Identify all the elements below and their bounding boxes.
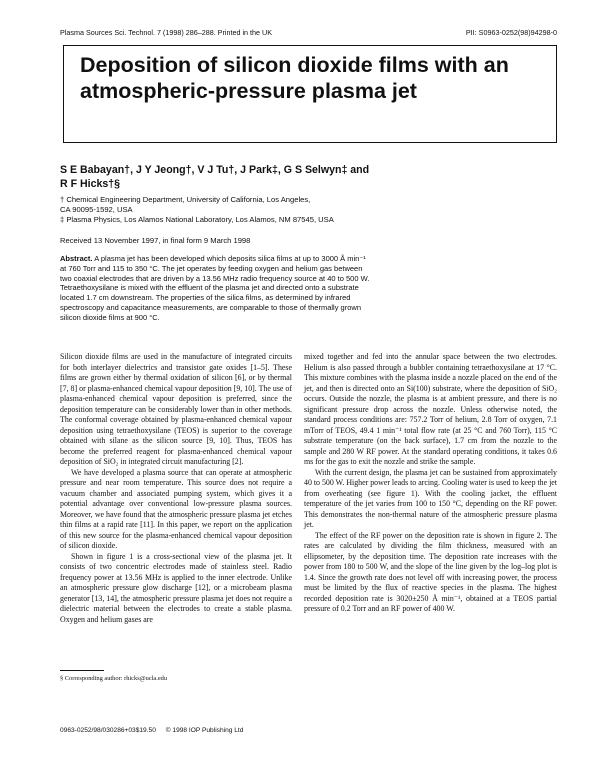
copyright: © 1998 IOP Publishing Ltd bbox=[165, 727, 244, 734]
page-footer bbox=[60, 727, 251, 734]
body-paragraph: We have developed a plasma source that can operate at atmospheric pressure and near room temperature. This source does not require a vacuum chamber and associated pumping system, which gives it a potential advantage over conventional low-pressure plasma sources. Moreover, we have found that the atmospheric pressure plasma jet etches thin films at a rapid rate [11]. In this paper, we report on the application of this new source for the plasma-enhanced chemical vapour deposition of silicon dioxide. bbox=[60, 467, 292, 550]
affiliations bbox=[60, 195, 550, 225]
body-paragraph: Silicon dioxide films are used in the manufacture of integrated circuits for both interlayer dielectrics and transistor gate oxides [1–5]. These films are grown either by thermal oxidation of silicon [6], or by thermal [7, 8] or plasma-enhanced chemical vapour deposition [9, 10]. The use of plasma-enhanced chemical vapour deposition is preferred, since the deposition temperature can be considerably lower than in other methods. The conformal coverage obtained by plasma-enhanced chemical vapour deposition using tetraethoxysilane (TEOS) is superior to the coverage obtained with silane as the silicon source [9, 10]. Thus, TEOS has become the preferred reagent for plasma-enhanced chemical vapour deposition of SiO₂ in integrated circuit manufacturing [2]. bbox=[60, 352, 292, 466]
article-code: 0963-0252/98/030286+03$19.50 bbox=[60, 727, 156, 734]
abstract-label: Abstract. bbox=[60, 254, 93, 263]
body-paragraph: Shown in figure 1 is a cross-sectional view of the plasma jet. It consists of two concentric electrodes made of stainless steel. Radio frequency power at 13.56 MHz is applied to the inner electrode. Unlike an atmospheric pressure glow discharge [12], or a microbeam plasma generator [13, 14], the atmospheric pressure plasma jet does not require a dielectric material between the electrodes to create a stable plasma. Oxygen and helium gases are bbox=[60, 551, 292, 624]
affiliation-line: † Chemical Engineering Department, University of California, Los Angeles, bbox=[60, 195, 311, 204]
journal-citation: Plasma Sources Sci. Technol. 7 (1998) 286–288. Printed in the UK bbox=[60, 28, 273, 37]
footnote-rule bbox=[60, 670, 104, 671]
author-line: R F Hicks†§ bbox=[60, 178, 121, 190]
affiliation-line: ‡ Plasma Physics, Los Alamos National Laboratory, Los Alamos, NM 87545, USA bbox=[60, 215, 334, 224]
body-paragraph: With the current design, the plasma jet can be sustained from approximately 40 to 500 W. Higher power leads to arcing. Cooling water is used to keep the jet from overheating (see figure 1). With the cooling jacket, the effluent temperature of the jet varies from 100 to 150 °C, depending on the RF power. This demonstrates the non-thermal nature of the atmospheric pressure plasma jet. bbox=[304, 467, 557, 529]
footnote: § Corresponding author: rhicks@ucla.edu bbox=[60, 675, 168, 682]
title-box bbox=[63, 45, 557, 143]
body-column-left bbox=[60, 352, 292, 625]
body-column-right bbox=[304, 352, 557, 615]
abstract-text: A plasma jet has been developed which deposits silica films at up to 3000 Å min⁻¹ at 760 Torr and 115 to 350 °C. The jet operates by feeding oxygen and helium gas between two coaxial electrodes that are driven by a 13.56 MHz radio frequency source at 40 to 500 W. Tetraethoxysilane is mixed with the effluent of the plasma jet and directed onto a substrate located 1.7 cm downstream. The properties of the silica films, as determined by infrared spectroscopy and capacitance measurements, are comparable to those of thermally grown silicon dioxide films at 900 °C. bbox=[60, 254, 370, 322]
author-line: S E Babayan†, J Y Jeong†, V J Tu†, J Park‡, G S Selwyn‡ and bbox=[60, 164, 370, 176]
affiliation-line: CA 90095-1592, USA bbox=[60, 205, 133, 214]
received-dates: Received 13 November 1997, in final form 9 March 1998 bbox=[60, 236, 251, 245]
body-paragraph: The effect of the RF power on the deposition rate is shown in figure 2. The rates are calculated by dividing the film thickness, measured with an ellipsometer, by the deposition time. The deposition rate increases with the power from 180 to 500 W, and the slope of the line given by the log–log plot is 1.4. Since the growth rate does not level off with increasing power, the process must be limited by the flux of reactive species in the plasma. The highest recorded deposition rate is 3020±250 Å min⁻¹, obtained at a TEOS partial pressure of 0.2 Torr and an RF power of 400 W. bbox=[304, 530, 557, 613]
pii-code: PII: S0963-0252(98)94298-0 bbox=[465, 28, 557, 37]
abstract bbox=[60, 254, 372, 323]
author-list bbox=[60, 163, 550, 191]
body-paragraph: mixed together and fed into the annular space between the two electrodes. Helium is also passed through a bubbler containing tetraethoxysilane at 17 °C. This mixture combines with the plasma inside a nozzle placed on the end of the jet, and then is directed onto an Si(100) substrate, where the deposition of SiO₂ occurs. Outside the nozzle, the plasma is at ambient pressure, and there is no significant pressure drop across the nozzle. Unless otherwise noted, the standard process conditions are: 757.2 Torr of helium, 2.8 Torr of oxygen, 7.1 mTorr of TEOS, 49.4 1 min⁻¹ total flow rate (at 25 °C and 760 Torr), 115 °C substrate temperature (on the back surface), 1.7 cm from the nozzle to the sample and 280 W RF power. At the standard operating conditions, it takes 0.6 ms for the gas to exit the nozzle and strike the sample. bbox=[304, 352, 557, 466]
paper-title: Deposition of silicon dioxide films with an atmospheric-pressure plasma jet bbox=[80, 53, 509, 103]
